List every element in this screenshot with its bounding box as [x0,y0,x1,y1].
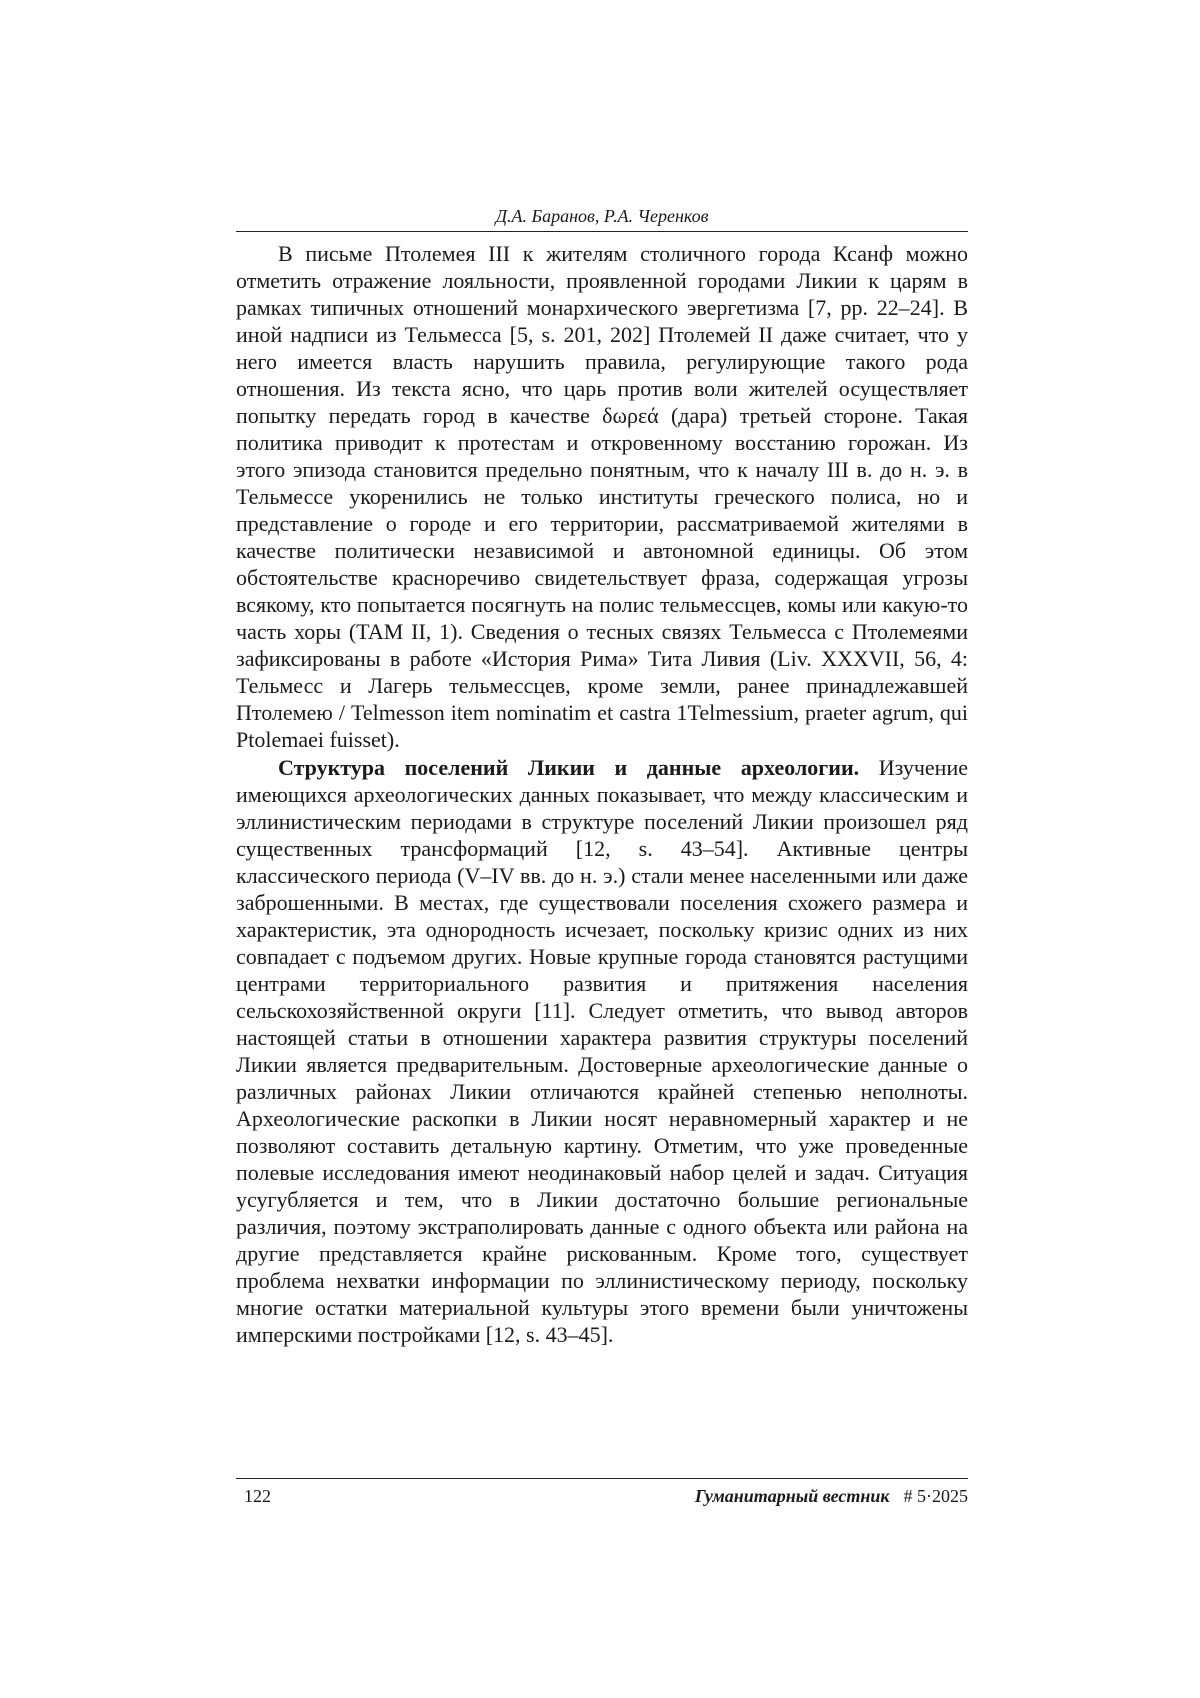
section-heading: Структура поселений Ликии и данные археологии. [278,755,860,780]
paragraph: В письме Птолемея III к жителям столичного города Ксанф можно отметить отражение лояльности, проявленной городами Ликии к царям в рамках типичных отношений монархического эвергетизма [7, pp. 22–24]. В иной надписи из Тельмесса [5, s. 201, 202] Птолемей II даже считает, что у него имеется власть нарушить правила, регулирующие такого рода отношения. Из текста ясно, что царь против воли жителей осуществляет попытку передать город в качестве δωρεά (дара) третьей стороне. Такая политика приводит к протестам и откровенному восстанию горожан. Из этого эпизода становится предельно понятным, что к началу III в. до н. э. в Тельмессе укоренились не только институты греческого полиса, но и представление о городе и его территории, рассматриваемой жителями в качестве политически независимой и автономной единицы. Об этом обстоятельстве красноречиво свидетельствует фраза, содержащая угрозы всякому, кто попытается посягнуть на полис тельмессцев, комы или какую-то часть хоры (TAM II, 1). Сведения о тесных связях Тельмесса с Птолемеями зафиксированы в работе «История Рима» Тита Ливия (Liv. XXXVII, 56, 4: Тельмесс и Лагерь тельмессцев, кроме земли, ранее принадлежавшей Птолемею / Telmesson item nominatim et castra 1Telmessium, praeter agrum, qui Ptolemaei fuisset). [236,241,968,752]
journal-title: Гуманитарный вестник [694,1486,890,1506]
running-head-authors: Д.А. Баранов, Р.А. Черенков [236,205,968,232]
issue-number: # 5·2025 [903,1486,968,1506]
page-content [236,205,968,1348]
article-body [236,240,968,1348]
paragraph-text: Изучение имеющихся археологических данных показывает, что между классическим и эллинистическим периодами в структуре поселений Ликии произошел ряд существенных трансформаций [12, s. 43–54]. Активные центры классического периода (V–IV вв. до н. э.) стали менее населенными или даже заброшенными. В местах, где существовали поселения схожего размера и характеристик, эта однородность исчезает, поскольку кризис одних из них совпадает с подъемом других. Новые крупные города становятся растущими центрами территориального развития и притяжения населения сельскохозяйственной округи [11]. Следует отметить, что вывод авторов настоящей статьи в отношении характера развития структуры поселений Ликии является предварительным. Достоверные археологические данные о различных районах Ликии отличаются крайней степенью неполноты. Археологические раскопки в Ликии носят неравномерный характер и не позволяют составить детальную картину. Отметим, что уже проведенные полевые исследования имеют неодинаковый набор целей и задач. Ситуация усугубляется и тем, что в Ликии достаточно большие региональные различия, поэтому экстраполировать данные с одного объекта или района на другие представляется крайне рискованным. Кроме того, существует проблема нехватки информации по эллинистическому периоду, поскольку многие остатки материальной культуры этого времени были уничтожены имперскими постройками [12, s. 43–45]. [236,755,968,1347]
journal-info [695,1485,968,1507]
page-footer [236,1478,968,1507]
paragraph [236,754,968,1348]
page-number: 122 [244,1486,271,1506]
